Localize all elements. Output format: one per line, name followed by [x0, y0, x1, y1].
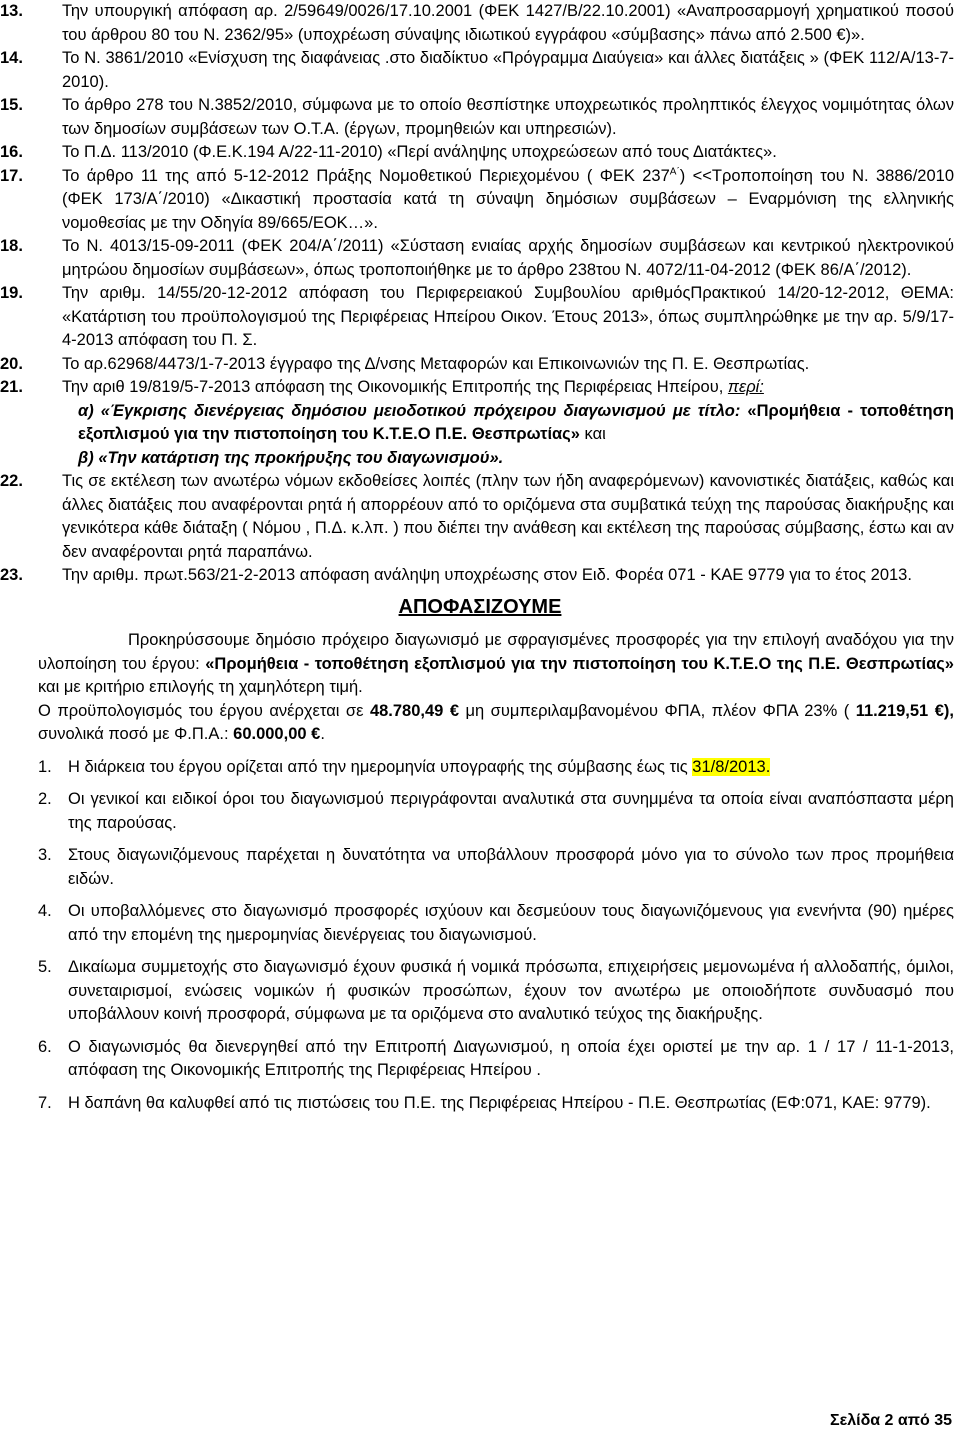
spacer	[0, 747, 960, 756]
numbered-item-text: Δικαίωμα συμμετοχής στο διαγωνισμό έχουν φυσικά ή νομικά πρόσωπα, επιχειρήσεις μεμονωμένα ή αλλοδαπής, όμιλοι, συνεταιρισμοί, ενώσεις νομικών ή φυσικών προσώπων, έχουν τον ανωτέρω με οποιοδήποτε συνδυασμό που υποβάλλουν κοινή προσφορά, σύμφωνα με τα οριζόμενα στο αναλυτικό τεύχος της διακήρυξης.	[68, 958, 954, 1023]
page-footer: Σελίδα 2 από 35	[830, 1411, 952, 1429]
item-text: Το άρθρο 278 του Ν.3852/2010, σύμφωνα με το οποίο θεσπίστηκε υποχρεωτικός προληπτικός έλεγχος νομιμότητας όλων των δημοσίων συμβάσεων των Ο.Τ.Α. (έργων, προμηθειών και υπηρεσιών).	[62, 96, 954, 138]
numbered-item-5	[0, 956, 960, 1027]
item-number: 14.	[0, 49, 23, 67]
list-item-13	[0, 0, 960, 47]
item-text: Τις σε εκτέλεση των ανωτέρω νόμων εκδοθείσες λοιπές (πλην των ήδη αναφερόμενων) κανονιστικές διατάξεις, καθώς και άλλες διατάξεις που αναφέρονται ρητά ή απορρέουν από το οριζόμενα στα συμβατικά τεύχη της παρούσας διακήρυξης και γενικότερα κάθε διάταξη ( Νόμου , Π.Δ. κ.λπ. ) που διέπει την ανάθεση και εκτέλεση της παρούσας σύμβασης, έστω και αν δεν αναφέρονται ρητά παραπάνω.	[62, 472, 954, 561]
item-text: Την αριθμ. 14/55/20-12-2012 απόφαση του Περιφερειακού Συμβουλίου αριθμόςΠρακτικού 14/20-12-2012, ΘΕΜΑ: «Κατάρτιση του προϋπολογισμού της Περιφέρειας Ηπείρου Οικον. Έτους 2013», όπως συμπληρώθηκε με την αρ. 5/9/17-4-2013 απόφαση του Π. Σ.	[62, 284, 954, 349]
numbered-item-number: 2.	[38, 790, 52, 808]
numbered-item-text: Οι γενικοί και ειδικοί όροι του διαγωνισμού περιγράφονται αναλυτικά στα συνημμένα τα οποία είναι αναπόσπαστα μέρη της παρούσας.	[68, 790, 954, 832]
decision-p2-c: μη συμπεριλαμβανομένου ΦΠΑ, πλέον ΦΠΑ 23% (	[459, 701, 856, 720]
numbered-item-text	[68, 756, 954, 780]
numbered-item-number: 7.	[38, 1093, 52, 1112]
spacer	[0, 1083, 960, 1092]
numbered-item-text: Στους διαγωνιζόμενους παρέχεται η δυνατότητα να υποβάλλουν προσφορά μόνο για το σύνολο των προς προμήθεια ειδών.	[68, 846, 954, 888]
decision-p2-a: Ο προϋπολογισμός του έργου ανέρχεται σε	[38, 701, 370, 720]
item-text	[62, 165, 960, 236]
sub-item-a	[0, 400, 960, 447]
section-heading: ΑΠΟΦΑΣΙΖΟΥΜΕ	[398, 595, 562, 618]
item-text: Το Ν. 3861/2010 «Ενίσχυση της διαφάνειας .στο διαδίκτυο «Πρόγραμμα Διαύγεια» και άλλες διατάξεις » (ΦΕΚ 112/Α/13-7-2010).	[62, 49, 954, 91]
item-text: Την υπουργική απόφαση αρ. 2/59649/0026/17.10.2001 (ΦΕΚ 1427/Β/22.10.2001) «Αναπροσαρμογή χρηματικού ποσού του άρθρου 80 του Ν. 2362/95» (υποχρέωση σύναψης ιδιωτικού εγγράφου «σύμβασης» πάνω από 2.500 €)».	[62, 2, 954, 44]
decision-p2-g: .	[320, 725, 325, 743]
numbered-item-7	[0, 1092, 960, 1116]
item-text-a: Την αριθ 19/819/5-7-2013 απόφαση της Οικονομικής Επιτροπής της Περιφέρειας Ηπείρου,	[62, 378, 728, 396]
sub-item-a-bold: «Προμήθεια - τοποθέτηση εξοπλισμού για την πιστοποίηση του Κ.Τ.Ε.Ο Π.Ε. Θεσπρωτίας»	[78, 401, 954, 443]
numbered-item-text: Οι υποβαλλόμενες στο διαγωνισμό προσφορές ισχύουν και δεσμεύουν τους διαγωνιζόμενους για ενενήντα (90) ημέρες από την επομένη της ημερομηνίας διενέργειας του διαγωνισμού.	[68, 902, 954, 944]
list-item-16	[0, 141, 960, 165]
sub-item-a-tail: και	[579, 425, 606, 443]
superscript: Α΄	[669, 166, 680, 177]
item-text: Την αριθμ. πρωτ.563/21-2-2013 απόφαση ανάληψη υποχρέωσης στον Ειδ. Φορέα 071 - ΚΑΕ 9779 για το έτος 2013.	[62, 566, 912, 584]
item-text-a: Το άρθρο 11 της από 5-12-2012 Πράξης Νομοθετικού Περιεχομένου ( ΦΕΚ 237	[62, 166, 670, 185]
sub-item-b	[0, 447, 960, 471]
item-number: 21.	[0, 378, 23, 396]
decision-p1-b: «Προμήθεια - τοποθέτηση εξοπλισμού για την πιστοποίηση του Κ.Τ.Ε.Ο της Π.Ε. Θεσπρωτίας»	[205, 654, 954, 673]
list-item-20	[0, 353, 960, 377]
list-item-21	[0, 376, 960, 400]
highlighted-date: 31/8/2013.	[692, 757, 771, 776]
decision-p2-f: 60.000,00 €	[233, 725, 321, 743]
spacer	[0, 835, 960, 844]
numbered-item-number: 5.	[38, 958, 52, 976]
numbered-item-4	[0, 900, 960, 947]
spacer	[0, 947, 960, 956]
list-item-14	[0, 47, 960, 94]
item-number: 16.	[0, 143, 23, 161]
list-item-18	[0, 235, 960, 282]
sub-item-b-text: β) «Την κατάρτιση της προκήρυξης του διαγωνισμού».	[78, 448, 504, 467]
numbered-item-number: 4.	[38, 902, 52, 920]
item-text-b: περί:	[727, 378, 764, 396]
list-item-19	[0, 282, 960, 353]
decision-p2-b: 48.780,49 €	[369, 701, 460, 720]
numbered-item-number: 6.	[38, 1037, 52, 1056]
decision-paragraph-1	[0, 629, 960, 700]
numbered-item-text: Η δαπάνη θα καλυφθεί από τις πιστώσεις του Π.Ε. της Περιφέρειας Ηπείρου - Π.Ε. Θεσπρωτίας (ΕΦ:071, ΚΑΕ: 9779).	[68, 1093, 931, 1112]
item-text-b: ) <<Τροποποίηση του Ν. 3886/2010 (ΦΕΚ 173/Α΄/2010) «Δικαστική προστασία κατά τη σύναψη δημόσιων συμβάσεων – Εναρμόνιση της ελληνικής νομοθεσίας με την Οδηγία 89/665/ΕΟΚ…».	[62, 166, 954, 232]
sub-item-a-italic: α) «Έγκρισης διενέργειας δημόσιου μειοδοτικού πρόχειρου διαγωνισμού με τίτλο:	[78, 401, 741, 420]
decision-p2-e: συνολικά ποσό με Φ.Π.Α.:	[38, 725, 234, 743]
numbered-item-3	[0, 844, 960, 891]
item-number: 22.	[0, 472, 23, 490]
list-item-23	[0, 564, 960, 588]
item-text	[62, 376, 960, 400]
list-item-17	[0, 165, 960, 236]
item-text: Το Π.Δ. 113/2010 (Φ.Ε.Κ.194 Α/22-11-2010) «Περί ανάληψης υποχρεώσεων από τους Διατάκτες».	[62, 143, 777, 161]
item-number: 20.	[0, 354, 23, 373]
spacer	[0, 779, 960, 788]
item-number: 23.	[0, 566, 23, 584]
decision-paragraph-2	[0, 700, 960, 747]
numbered-item-number: 3.	[38, 846, 52, 864]
list-item-15	[0, 94, 960, 141]
numbered-item-number: 1.	[38, 757, 52, 776]
numbered-item-2	[0, 788, 960, 835]
item-number: 17.	[0, 166, 23, 185]
decision-p1-a: Προκηρύσσουμε δημόσιο πρόχειρο διαγωνισμό με σφραγισμένες προσφορές για την επιλογή αναδόχου για την υλοποίηση του έργου:	[38, 631, 954, 673]
list-item-22	[0, 470, 960, 564]
numbered-item-1	[0, 756, 960, 780]
item-number: 13.	[0, 2, 23, 20]
item-number: 15.	[0, 96, 23, 114]
item-text: Το Ν. 4013/15-09-2011 (ΦΕΚ 204/Α΄/2011) «Σύσταση ενιαίας αρχής δημοσίων συμβάσεων και κεντρικού ηλεκτρονικού μητρώου δημοσίων συμβάσεων», όπως τροποποιήθηκε με το άρθρο 238του Ν. 4072/11-04-2012 (ΦΕΚ 86/Α΄/2012).	[62, 237, 954, 279]
numbered-item-text-a: Η διάρκεια του έργου ορίζεται από την ημερομηνία υπογραφής της σύμβασης έως τις	[68, 757, 693, 776]
item-number: 19.	[0, 284, 23, 302]
spacer	[0, 891, 960, 900]
decision-p2-d: 11.219,51 €),	[855, 701, 954, 720]
numbered-item-6	[0, 1036, 960, 1083]
spacer	[0, 1027, 960, 1036]
decision-p1-c: και με κριτήριο επιλογής τη χαμηλότερη τιμή.	[38, 678, 363, 696]
item-text: Το αρ.62968/4473/1-7-2013 έγγραφο της Δ/νσης Μεταφορών και Επικοινωνιών της Π. Ε. Θεσπρωτίας.	[62, 354, 810, 373]
item-number: 18.	[0, 237, 23, 255]
numbered-item-text: Ο διαγωνισμός θα διενεργηθεί από την Επιτροπή Διαγωνισμού, η οποία έχει οριστεί με την αρ. 1 / 17 / 11-1-2013, απόφαση της Οικονομικής Επιτροπής της Περιφέρειας Ηπείρου .	[68, 1037, 954, 1079]
